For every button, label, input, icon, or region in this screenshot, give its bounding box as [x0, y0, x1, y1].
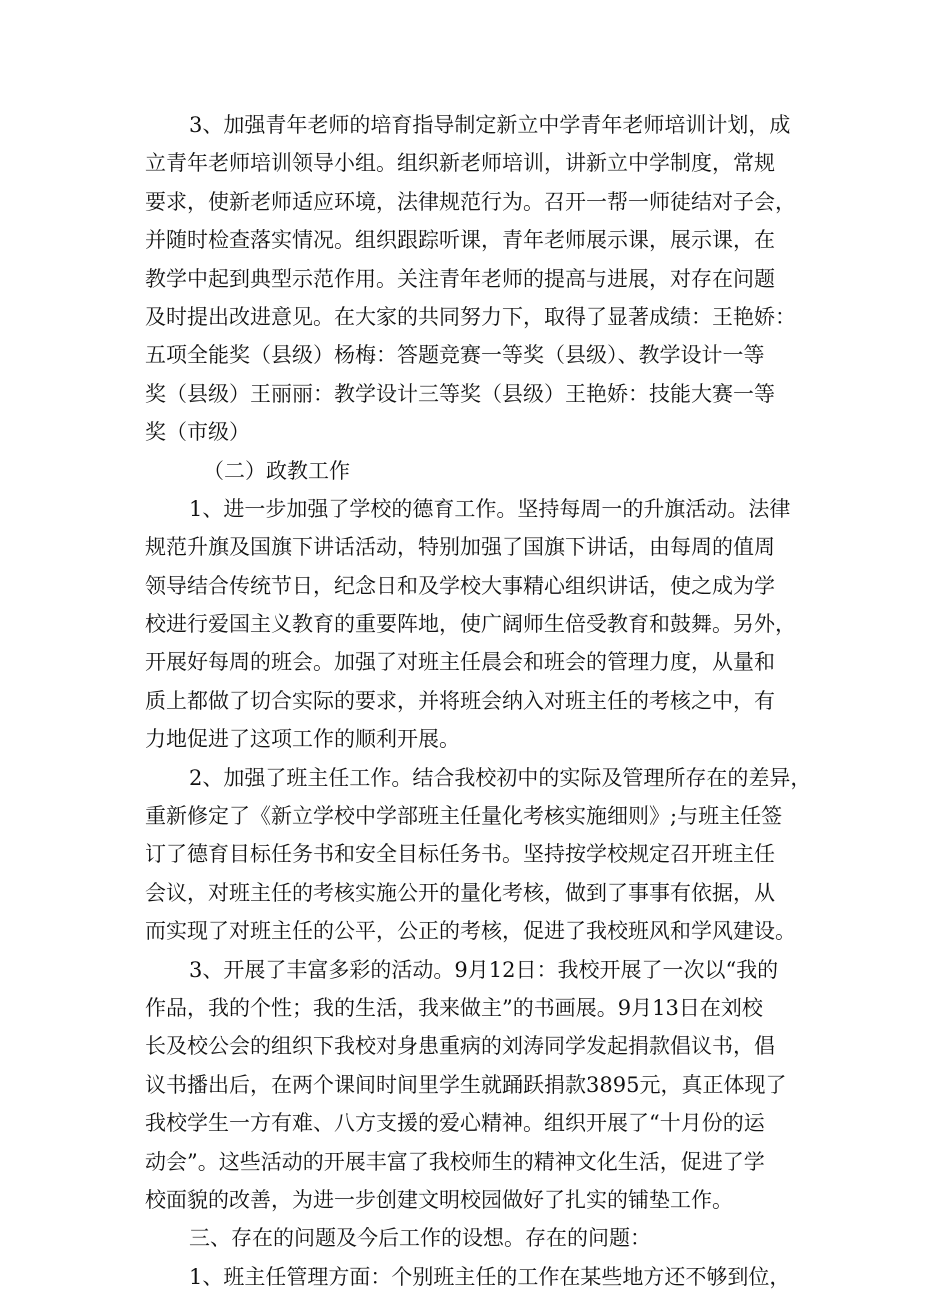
- paragraph-line: 规范升旗及国旗下讲话活动，特别加强了国旗下讲话，由每周的值周: [145, 535, 775, 560]
- paragraph-line: 教学中起到典型示范作用。关注青年老师的提高与进展，对存在问题: [145, 266, 775, 291]
- paragraph-line: 五项全能奖（县级）杨梅：答题竞赛一等奖（县级）、教学设计一等: [145, 343, 765, 368]
- paragraph-line: 校面貌的改善，为进一步创建文明校园做好了扎实的铺垫工作。: [145, 1187, 733, 1212]
- paragraph-line: 1、班主任管理方面：个别班主任的工作在某些地方还不够到位，: [189, 1264, 791, 1289]
- paragraph-line: 校进行爱国主义教育的重要阵地，使广阔师生倍受教育和鼓舞。另外，: [145, 612, 796, 637]
- paragraph-line: 长及校公会的组织下我校对身患重病的刘涛同学发起捐款倡议书，倡: [145, 1034, 775, 1059]
- paragraph-line: 而实现了对班主任的公平，公正的考核，促进了我校班风和学风建设。: [145, 919, 796, 944]
- paragraph-line: 开展好每周的班会。加强了对班主任晨会和班会的管理力度，从量和: [145, 650, 775, 675]
- paragraph-line: 并随时检查落实情况。组织跟踪听课，青年老师展示课，展示课，在: [145, 228, 775, 253]
- paragraph-line: 作品，我的个性；我的生活，我来做主”的书画展。9月13日在刘校: [145, 995, 763, 1020]
- paragraph-line: 议书播出后，在两个课间时间里学生就踊跃捐款3895元，真正体现了: [145, 1072, 787, 1097]
- paragraph-line: 订了德育目标任务书和安全目标任务书。坚持按学校规定召开班主任: [145, 842, 775, 867]
- paragraph-line: 质上都做了切合实际的要求，并将班会纳入对班主任的考核之中，有: [145, 688, 775, 713]
- paragraph-line: 重新修定了《新立学校中学部班主任量化考核实施细则》;与班主任签: [145, 804, 783, 829]
- section-heading: （二）政教工作: [203, 458, 350, 483]
- paragraph-line: 2、加强了班主任工作。结合我校初中的实际及管理所存在的差异，: [189, 765, 812, 790]
- document-body: [145, 106, 825, 1296]
- paragraph-line: 领导结合传统节日，纪念日和及学校大事精心组织讲话，使之成为学: [145, 573, 775, 598]
- paragraph-line: 及时提出改进意见。在大家的共同努力下，取得了显著成绩：王艳娇：: [145, 304, 796, 329]
- paragraph-line: 奖（市级）: [145, 420, 250, 445]
- paragraph-line: 3、加强青年老师的培育指导制定新立中学青年老师培训计划，成: [189, 113, 791, 137]
- paragraph-line: 立青年老师培训领导小组。组织新老师培训，讲新立中学制度，常规: [145, 151, 775, 176]
- section-heading: 三、存在的问题及今后工作的设想。存在的问题：: [189, 1226, 651, 1251]
- paragraph-line: 会议，对班主任的考核实施公开的量化考核，做到了事事有依据，从: [145, 880, 775, 905]
- paragraph-line: 我校学生一方有难、八方支援的爱心精神。组织开展了“十月份的运: [145, 1111, 765, 1136]
- paragraph-line: 要求，使新老师适应环境，法律规范行为。召开一帮一师徒结对子会，: [145, 189, 796, 214]
- paragraph-line: 3、开展了丰富多彩的活动。9月12日：我校开展了一次以“我的: [189, 957, 779, 982]
- paragraph-line: 动会”。这些活动的开展丰富了我校师生的精神文化生活，促进了学: [145, 1149, 765, 1174]
- paragraph-line: 力地促进了这项工作的顺利开展。: [145, 727, 460, 752]
- paragraph-line: 1、进一步加强了学校的德育工作。坚持每周一的升旗活动。法律: [189, 496, 791, 521]
- paragraph-line: 奖（县级）王丽丽：教学设计三等奖（县级）王艳娇：技能大赛一等: [145, 381, 775, 406]
